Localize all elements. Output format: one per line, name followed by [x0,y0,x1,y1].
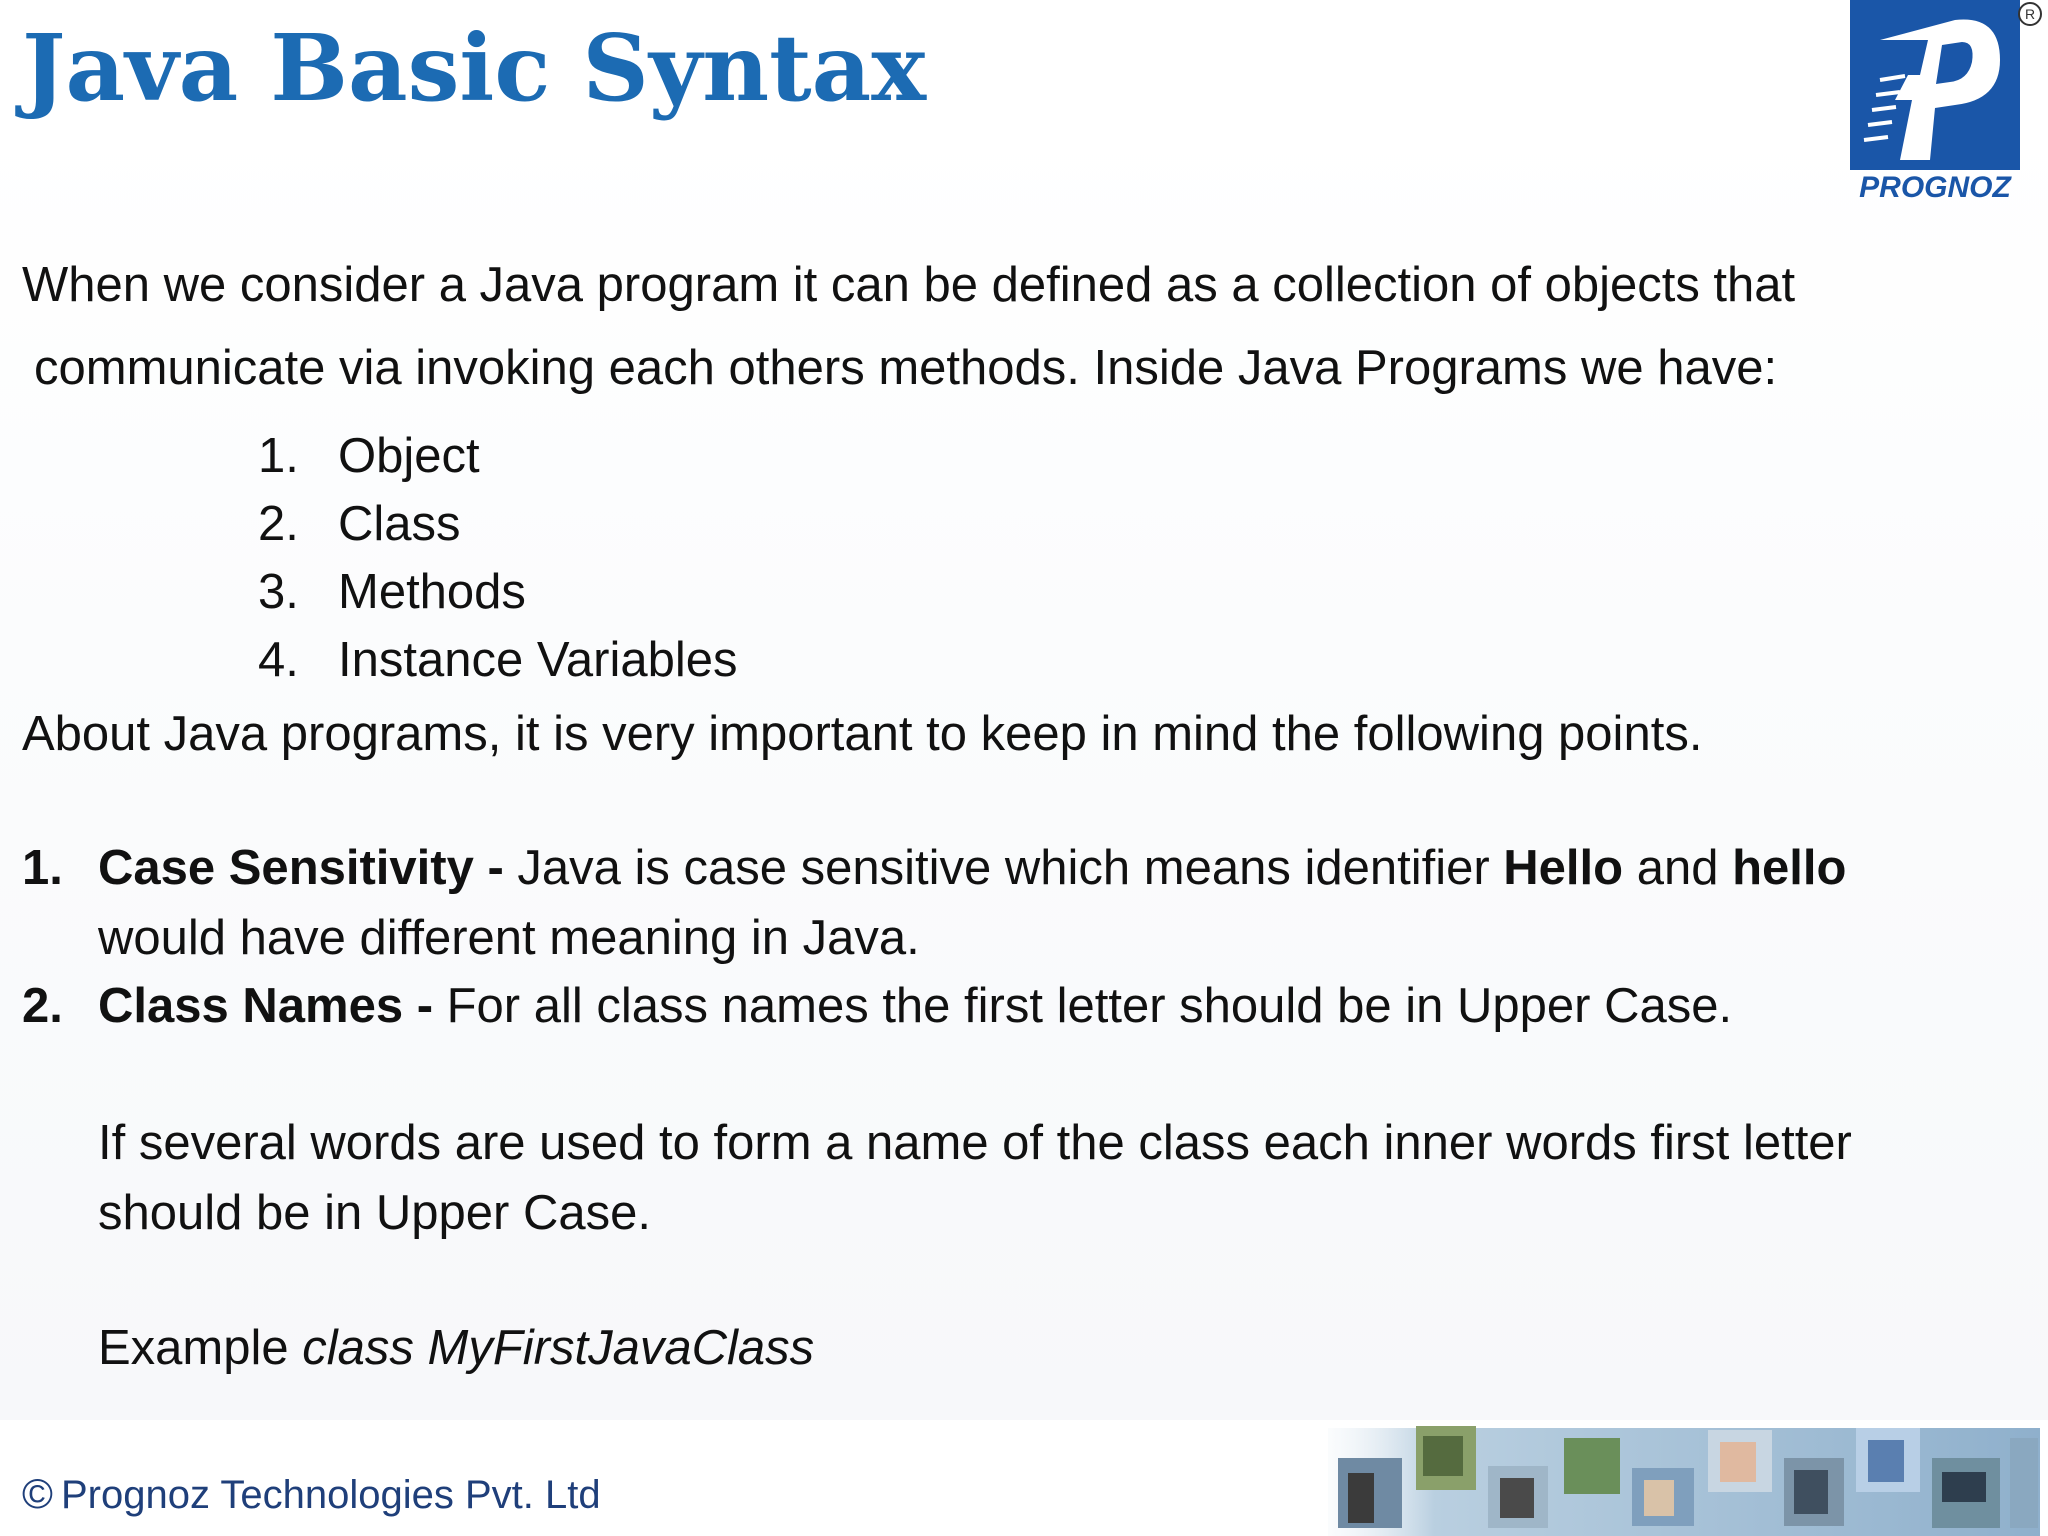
intro-line-2: communicate via invoking each others methods. Inside Java Programs we have: [34,341,1778,395]
photo-collage-image [1328,1418,2040,1536]
class-names-para-line2: should be in Upper Case. [98,1186,651,1240]
intro-line-1: When we consider a Java program it can be defined as a collection of objects that [22,258,1796,312]
list-item: 2. Class [258,497,461,551]
copyright-icon: © [22,1470,53,1517]
company-name: Prognoz Technologies Pvt. Ltd [60,1473,601,1517]
component-list [258,422,738,694]
list-item: 3. Methods [258,565,526,619]
logo-text: PROGNOZ [1859,171,2011,204]
registered-mark-icon [2016,0,2044,28]
list-item: 4. Instance Variables [258,633,738,687]
list-item: 1. Object [258,429,480,483]
footer-copyright [22,1470,601,1518]
example-line: Example class MyFirstJavaClass [98,1321,815,1375]
slide: Java Basic Syntax PROGNOZ R When we consider a Java program it can be defined as a collection of objects that communicate via invoking each others methods. Inside Java Programs we have: 1. Object 2. Class 3. Methods 4. Instance Variables About Java programs, it is very important to keep in mind the following points. 1. Case Sensitivity - Java is case sensitive which means identifier Hello and hello would have different meaning in Java. 2. Class Names - For all class names the first letter should be in Upper Case. If several words are used to form a name of the class each inner words first letter should be in Upper Case. Example class MyFirstJavaClass © Prognoz Technologies Pvt. Ltd [0,0,2048,1536]
about-line: About Java programs, it is very important to keep in mind the following points. [22,707,1703,761]
svg-text:R: R [2024,6,2036,22]
class-names-para-line1: If several words are used to form a name of the class each inner words first letter [98,1116,1852,1170]
point-case-sensitivity-line2: would have different meaning in Java. [98,911,920,965]
slide-title: Java Basic Syntax [22,14,927,122]
prognoz-logo [1850,0,2030,210]
